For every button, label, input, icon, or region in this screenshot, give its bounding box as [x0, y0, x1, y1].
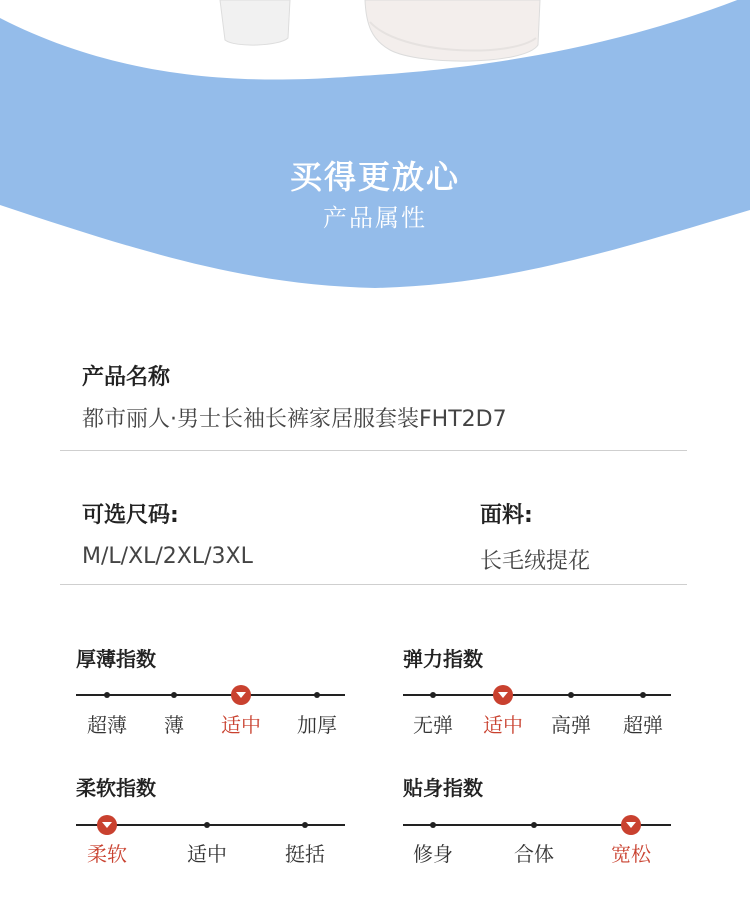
elasticity-selected-marker: [493, 685, 513, 705]
thickness-option-thick: 加厚: [297, 713, 337, 737]
fabric-value: 长毛绒提花: [480, 549, 591, 574]
elasticity-option-none: 无弹: [413, 713, 453, 737]
banner-title: 买得更放心: [289, 158, 460, 196]
thickness-scale-dot: [171, 692, 177, 698]
sizes-label: 可选尺码:: [82, 503, 179, 528]
slipper-left-image: [210, 0, 300, 50]
thickness-index-title: 厚薄指数: [76, 647, 156, 671]
product-name-label: 产品名称: [82, 365, 171, 390]
elasticity-scale-dot: [430, 692, 436, 698]
elasticity-option-high: 高弹: [551, 713, 591, 737]
softness-index-title: 柔软指数: [76, 776, 156, 800]
fit-selected-marker: [621, 815, 641, 835]
fit-index-title: 贴身指数: [403, 776, 483, 800]
thickness-option-ultra-thin: 超薄: [87, 713, 127, 737]
elasticity-scale-dot: [568, 692, 574, 698]
slipper-right-image: [360, 0, 545, 68]
thickness-option-medium: 适中: [221, 713, 261, 737]
divider: [60, 450, 687, 451]
fabric-label: 面料:: [480, 503, 533, 528]
thickness-scale-line: [76, 694, 345, 696]
banner: [0, 0, 750, 300]
fit-scale-dot: [531, 822, 537, 828]
thickness-scale-dot: [104, 692, 110, 698]
softness-scale-dot: [302, 822, 308, 828]
elasticity-scale-dot: [640, 692, 646, 698]
softness-option-soft: 柔软: [87, 842, 127, 866]
elasticity-scale-line: [403, 694, 671, 696]
softness-selected-marker: [97, 815, 117, 835]
fit-scale-dot: [430, 822, 436, 828]
thickness-scale-dot: [314, 692, 320, 698]
elasticity-option-super: 超弹: [623, 713, 663, 737]
thickness-selected-marker: [231, 685, 251, 705]
softness-option-medium: 适中: [187, 842, 227, 866]
divider: [60, 584, 687, 585]
fit-option-slim: 修身: [413, 842, 453, 866]
elasticity-index-title: 弹力指数: [403, 647, 483, 671]
softness-scale-dot: [204, 822, 210, 828]
fit-option-loose: 宽松: [611, 842, 651, 866]
banner-subtitle: 产品属性: [323, 204, 427, 232]
elasticity-option-medium: 适中: [483, 713, 523, 737]
fit-option-regular: 合体: [514, 842, 554, 866]
sizes-value: M/L/XL/2XL/3XL: [82, 544, 253, 569]
product-name-value: 都市丽人·男士长袖长裤家居服套装FHT2D7: [82, 407, 507, 432]
thickness-option-thin: 薄: [164, 713, 184, 737]
softness-option-crisp: 挺括: [285, 842, 325, 866]
